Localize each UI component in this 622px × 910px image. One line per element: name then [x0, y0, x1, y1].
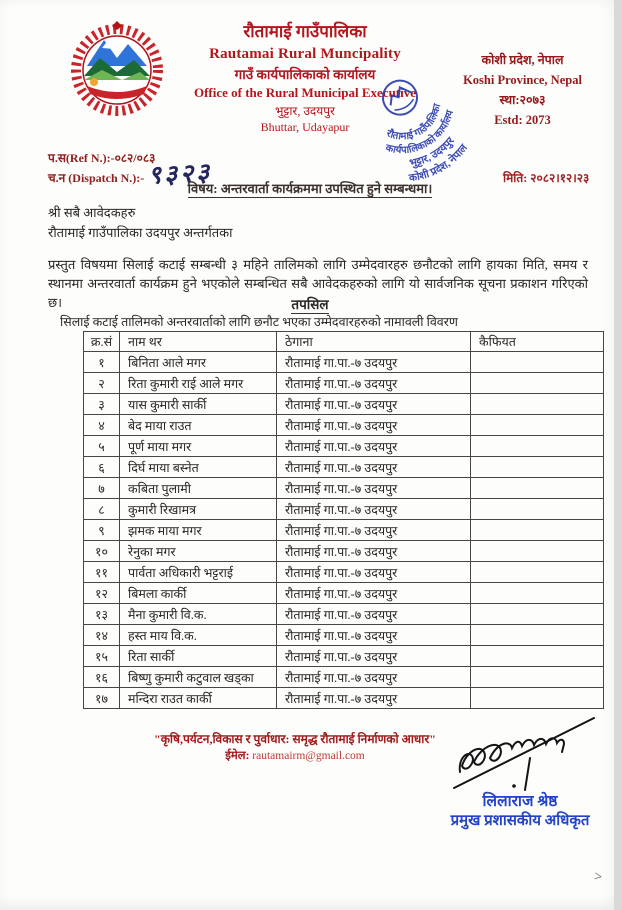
letterhead-right	[440, 50, 605, 130]
table-cell: रौतामाई गा.पा.-७ उदयपुर	[277, 478, 471, 499]
table-cell	[471, 520, 604, 541]
table-cell: ४	[84, 415, 120, 436]
dispatch-number-handwritten: ९३२३	[147, 159, 213, 190]
table-cell	[471, 457, 604, 478]
signatory-name: लिलाराज श्रेष्ठ	[482, 793, 558, 810]
table-cell	[471, 499, 604, 520]
province-nepali: कोशी प्रदेश, नेपाल	[481, 53, 564, 67]
table-cell: ५	[84, 436, 120, 457]
table-cell: रौतामाई गा.पा.-७ उदयपुर	[277, 436, 471, 457]
table-cell: रौतामाई गा.पा.-७ उदयपुर	[277, 646, 471, 667]
office-name-english: Office of the Rural Municipal Executive	[193, 85, 417, 101]
table-cell: १७	[84, 688, 120, 709]
table-row	[84, 520, 604, 541]
estd-nepali: स्था:२०७३	[499, 93, 546, 107]
email-label: ईमेल:	[225, 750, 250, 762]
table-cell: रौतामाई गा.पा.-७ उदयपुर	[277, 394, 471, 415]
table-cell: कबिता पुलामी	[120, 478, 277, 499]
table-cell: रौतामाई गा.पा.-७ उदयपुर	[277, 583, 471, 604]
table-cell: १६	[84, 667, 120, 688]
letterhead-center	[170, 22, 440, 137]
ref-number: प.स(Ref N.):-०८२/०८३	[48, 151, 156, 165]
office-place-nepali: भुट्टार, उदयपुर	[275, 104, 335, 119]
table-row	[84, 373, 604, 394]
table-cell: पार्वता अधिकारी भट्टराई	[120, 562, 277, 583]
table-row	[84, 625, 604, 646]
table-cell: हस्त माय वि.क.	[120, 625, 277, 646]
table-row	[84, 394, 604, 415]
table-cell: रिता कुमारी राई आले मगर	[120, 373, 277, 394]
scan-artifact-mark: >	[593, 869, 603, 886]
table-cell: ७	[84, 478, 120, 499]
table-cell	[471, 541, 604, 562]
table-cell: रौतामाई गा.पा.-७ उदयपुर	[277, 373, 471, 394]
column-header-remarks: कैफियत	[471, 332, 604, 352]
footer-motto: "कृषि,पर्यटन,विकास र पुर्वाधार: समृद्ध रौतामाई निर्माणको आधार"	[154, 732, 436, 746]
table-cell: १३	[84, 604, 120, 625]
estd-english: Estd: 2073	[494, 113, 551, 127]
office-name-nepali: गाउँ कार्यपालिकाको कार्यालय	[234, 66, 376, 82]
table-cell	[471, 478, 604, 499]
table-caption: सिलाई कटाई तालिमको अन्तरवार्ताको लागि छनौट भएका उम्मेदवारहरुको नामावली विवरण	[60, 315, 458, 329]
municipality-title-english: Rautamai Rural Muncipality	[209, 45, 401, 62]
table-row	[84, 478, 604, 499]
table-row	[84, 541, 604, 562]
table-cell	[471, 373, 604, 394]
stamp-line-3: भुट्टार, उदयपुर	[408, 135, 457, 170]
table-cell: पूर्ण माया मगर	[120, 436, 277, 457]
candidates-table	[83, 331, 604, 709]
signature-icon	[452, 700, 602, 795]
table-cell: १०	[84, 541, 120, 562]
table-cell	[471, 646, 604, 667]
table-cell: ११	[84, 562, 120, 583]
stamp-line-1: रौतामाई गाउँपालिका	[384, 102, 444, 143]
letter-date: मिति: २०८२।१२।२३	[503, 171, 590, 185]
table-cell: रौतामाई गा.पा.-७ उदयपुर	[277, 520, 471, 541]
column-header-address: ठेगाना	[277, 332, 471, 352]
table-cell: रौतामाई गा.पा.-७ उदयपुर	[277, 604, 471, 625]
table-header-row	[84, 332, 604, 352]
table-row	[84, 499, 604, 520]
table-row	[84, 583, 604, 604]
table-cell: झमक माया मगर	[120, 520, 277, 541]
stamp-line-4: कोशी प्रदेश, नेपाल	[408, 142, 470, 185]
table-cell: मैना कुमारी वि.क.	[120, 604, 277, 625]
table-cell: कुमारी रिखामत्र	[120, 499, 277, 520]
table-cell: ९	[84, 520, 120, 541]
scan-edge-shadow	[614, 0, 622, 910]
table-cell: रौतामाई गा.पा.-७ उदयपुर	[277, 688, 471, 709]
table-cell: बिष्णु कुमारी कटुवाल खड्का	[120, 667, 277, 688]
province-english: Koshi Province, Nepal	[463, 73, 582, 87]
table-cell: रौतामाई गा.पा.-७ उदयपुर	[277, 499, 471, 520]
table-row	[84, 436, 604, 457]
table-cell: रौतामाई गा.पा.-७ उदयपुर	[277, 541, 471, 562]
office-place-english: Bhuttar, Udayapur	[260, 120, 350, 135]
table-cell	[471, 436, 604, 457]
table-cell	[471, 415, 604, 436]
table-cell: १२	[84, 583, 120, 604]
table-cell: मन्दिरा राउत कार्की	[120, 688, 277, 709]
table-cell: रिता सार्की	[120, 646, 277, 667]
column-header-name: नाम थर	[120, 332, 277, 352]
column-header-serial: क्र.सं	[84, 332, 120, 352]
subject-line: विषय: अन्तरवार्ता कार्यक्रममा उपस्थित हुने सम्बन्धमा।	[187, 181, 433, 196]
municipality-logo-icon	[62, 18, 172, 118]
table-cell: रौतामाई गा.पा.-७ उदयपुर	[277, 625, 471, 646]
addressee-line-1: श्री सबै आवेदकहरु	[48, 205, 136, 220]
table-cell	[471, 352, 604, 373]
table-row	[84, 667, 604, 688]
municipality-title-nepali: रौतामाई गाउँपालिका	[243, 22, 367, 41]
table-row	[84, 457, 604, 478]
table-cell	[471, 562, 604, 583]
table-cell: ८	[84, 499, 120, 520]
table-cell	[471, 394, 604, 415]
table-cell: रेनुका मगर	[120, 541, 277, 562]
table-cell	[471, 604, 604, 625]
table-cell: बेद माया राउत	[120, 415, 277, 436]
table-cell	[471, 583, 604, 604]
table-cell: रौतामाई गा.पा.-७ उदयपुर	[277, 457, 471, 478]
table-cell: रौतामाई गा.पा.-७ उदयपुर	[277, 667, 471, 688]
svg-text:भुट्टार, उदयपुर	[405, 133, 460, 174]
email-address: rautamairm@gmail.com	[252, 750, 365, 762]
table-cell: १	[84, 352, 120, 373]
table-cell: १५	[84, 646, 120, 667]
tapasil-heading: तपसिल	[291, 297, 329, 312]
body-paragraph: प्रस्तुत विषयमा सिलाई कटाई सम्बन्धी ३ महिने तालिमको लागि उम्मेदवारहरु छनौटको लागि हायका मिति, समय र स्थानमा अन्तरवार्ता कार्यक्रम हुने भएकोले सम्बन्धित सबै आवेदकहरुको लागि यो सार्वजनिक सूचना प्रकाशन गरिएको छ।	[48, 257, 588, 310]
table-cell: ६	[84, 457, 120, 478]
dispatch-number-label: च.न (Dispatch N.):-	[48, 171, 145, 185]
table-body	[84, 352, 604, 709]
table-cell: रौतामाई गा.पा.-७ उदयपुर	[277, 352, 471, 373]
table-cell	[471, 625, 604, 646]
addressee-line-2: रौतामाई गाउँपालिका उदयपुर अन्तर्गतका	[48, 225, 233, 240]
table-row	[84, 352, 604, 373]
table-row	[84, 604, 604, 625]
stamp-line-2: कार्यपालिकाको कार्यालय	[384, 109, 456, 157]
table-cell: दिर्घ माया बस्नेत	[120, 457, 277, 478]
table-cell: १४	[84, 625, 120, 646]
table-cell: बिमला कार्की	[120, 583, 277, 604]
table-cell: ३	[84, 394, 120, 415]
signatory-title: प्रमुख प्रशासकीय अधिकृत	[450, 813, 590, 829]
table-row	[84, 646, 604, 667]
table-cell: बिनिता आले मगर	[120, 352, 277, 373]
table-cell: यास कुमारी सार्की	[120, 394, 277, 415]
table-cell: २	[84, 373, 120, 394]
table-cell	[471, 667, 604, 688]
table-row	[84, 415, 604, 436]
table-cell: रौतामाई गा.पा.-७ उदयपुर	[277, 562, 471, 583]
table-row	[84, 562, 604, 583]
table-cell: रौतामाई गा.पा.-७ उदयपुर	[277, 415, 471, 436]
